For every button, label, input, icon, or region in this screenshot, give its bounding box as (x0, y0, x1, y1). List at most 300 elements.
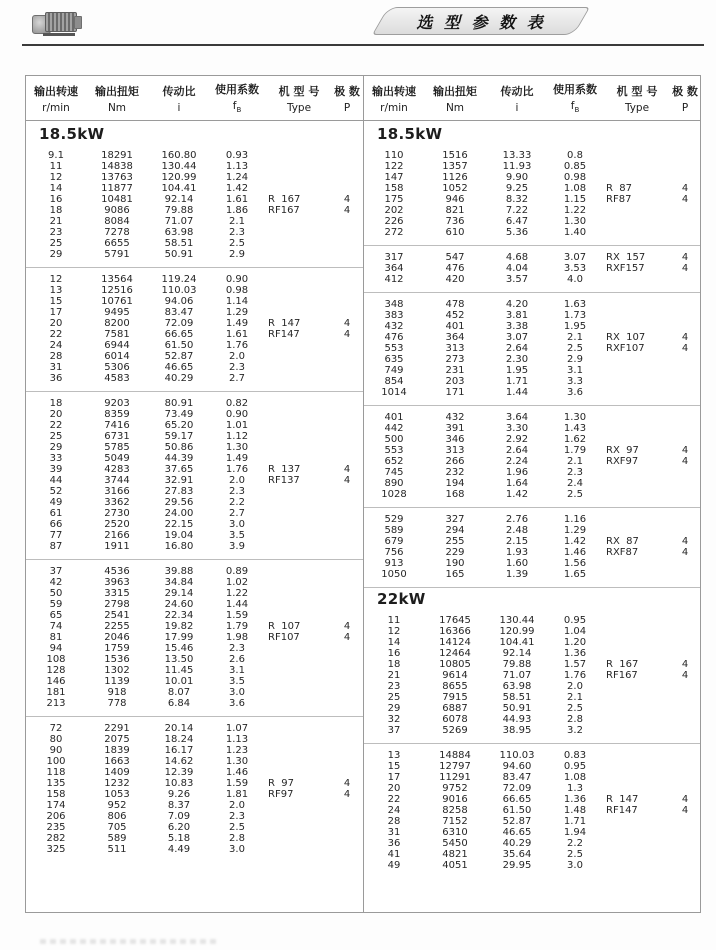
ratio-value: 73.49 (164, 409, 194, 420)
poles-value (672, 838, 698, 849)
torque-value: 10805 (439, 659, 471, 670)
table-row (26, 676, 363, 687)
model-type-value (602, 354, 672, 365)
fb-value: 4.0 (567, 274, 583, 285)
speed-value: 854 (384, 376, 404, 387)
speed-value: 213 (46, 698, 66, 709)
model-type-value (264, 274, 334, 285)
power-section-label: 22kW (377, 590, 426, 608)
speed-value: 412 (384, 274, 404, 285)
torque-value: 4583 (104, 373, 130, 384)
speed-value: 325 (46, 844, 66, 855)
table-row (26, 238, 363, 249)
table-left-half (26, 76, 363, 912)
table-row (26, 464, 363, 475)
model-type-value (264, 588, 334, 599)
speed-value: 72 (49, 723, 63, 734)
table-row (364, 536, 700, 547)
fb-value: 1.73 (563, 310, 587, 321)
ratio-value: 50.91 (164, 249, 194, 260)
table-row (26, 172, 363, 183)
ratio-value: 58.51 (164, 238, 194, 249)
poles-value: 4 (681, 456, 689, 467)
poles-value (334, 373, 360, 384)
table-row (26, 453, 363, 464)
poles-value: 4 (343, 205, 351, 216)
torque-value: 478 (445, 299, 465, 310)
speed-value: 39 (49, 464, 63, 475)
model-type-value (602, 423, 672, 434)
speed-value: 49 (387, 860, 401, 871)
poles-value (672, 205, 698, 216)
poles-value (672, 150, 698, 161)
model-type-value (264, 519, 334, 530)
ratio-value: 92.14 (164, 194, 194, 205)
table-row (364, 456, 700, 467)
speed-value: 749 (384, 365, 404, 376)
speed-value: 147 (384, 172, 404, 183)
poles-value: 4 (343, 632, 351, 643)
ratio-value: 8.37 (167, 800, 191, 811)
torque-value: 452 (445, 310, 465, 321)
ratio-value: 29.14 (164, 588, 194, 599)
col-header-ratio (486, 83, 548, 114)
col-header-torque (86, 83, 148, 114)
torque-value: 4051 (442, 860, 468, 871)
poles-value (334, 665, 360, 676)
speed-value: 317 (384, 252, 404, 263)
poles-value (672, 161, 698, 172)
col-header-unit: $f_B$ (232, 100, 242, 115)
data-block (364, 406, 700, 507)
fb-value: 0.85 (563, 161, 587, 172)
data-block (364, 144, 700, 245)
torque-value: 7278 (104, 227, 130, 238)
col-header-label: 机 型 号 (278, 84, 320, 98)
speed-value: 74 (49, 621, 63, 632)
poles-value (334, 274, 360, 285)
poles-value (672, 354, 698, 365)
col-header-label: 输出转速 (34, 84, 78, 98)
model-type-value: RXF157 (606, 263, 645, 274)
table-row (364, 194, 700, 205)
table-row (364, 725, 700, 736)
ratio-value: 39.88 (164, 566, 194, 577)
fb-value: 1.12 (225, 431, 249, 442)
fb-value: 1.71 (563, 816, 587, 827)
speed-value: 14 (49, 183, 63, 194)
poles-value (672, 387, 698, 398)
model-type-value (602, 227, 672, 238)
torque-value: 778 (107, 698, 127, 709)
fb-value: 1.43 (563, 423, 587, 434)
poles-value (672, 750, 698, 761)
torque-value: 12516 (101, 285, 133, 296)
ratio-value: 19.04 (164, 530, 194, 541)
model-type-value: RX 97 (606, 445, 639, 456)
fb-value: 2.7 (229, 508, 245, 519)
poles-value (672, 783, 698, 794)
speed-value: 13 (387, 750, 401, 761)
data-block (26, 392, 363, 559)
speed-value: 36 (387, 838, 401, 849)
model-type-value (602, 205, 672, 216)
torque-value: 4821 (442, 849, 468, 860)
col-header-unit: i (515, 101, 519, 114)
poles-value (334, 654, 360, 665)
model-type-value (264, 844, 334, 855)
model-type-value: RX 87 (606, 536, 639, 547)
speed-value: 122 (384, 161, 404, 172)
torque-value: 9016 (442, 794, 468, 805)
table-row (364, 714, 700, 725)
fb-value: 1.76 (225, 340, 249, 351)
fb-value: 3.1 (567, 365, 583, 376)
torque-value: 232 (445, 467, 465, 478)
col-header-type (264, 83, 334, 114)
fb-value: 1.95 (563, 321, 587, 332)
model-type-value (264, 577, 334, 588)
table-row (364, 354, 700, 365)
fb-value: 1.65 (563, 569, 587, 580)
fb-value: 2.5 (567, 343, 583, 354)
poles-value (672, 725, 698, 736)
model-type-value (264, 409, 334, 420)
table-body-left (26, 121, 363, 862)
speed-value: 18 (49, 398, 63, 409)
fb-value: 1.76 (563, 670, 587, 681)
table-row (26, 519, 363, 530)
ratio-value: 16.17 (164, 745, 194, 756)
torque-value: 401 (445, 321, 465, 332)
fb-value: 1.30 (563, 412, 587, 423)
speed-value: 22 (387, 794, 401, 805)
ratio-value: 2.64 (505, 445, 529, 456)
poles-value (334, 822, 360, 833)
speed-value: 94 (49, 643, 63, 654)
table-row (26, 274, 363, 285)
fb-value: 0.83 (563, 750, 587, 761)
col-header-label: 输出转速 (372, 84, 416, 98)
ratio-value: 50.91 (502, 703, 532, 714)
page-title-banner (380, 7, 582, 35)
table-row (364, 615, 700, 626)
torque-value: 589 (107, 833, 127, 844)
torque-value: 364 (445, 332, 465, 343)
speed-value: 553 (384, 343, 404, 354)
torque-value: 327 (445, 514, 465, 525)
fb-value: 2.3 (229, 362, 245, 373)
ratio-value: 1.42 (505, 489, 529, 500)
torque-value: 3362 (104, 497, 130, 508)
model-type-value (602, 761, 672, 772)
fb-value: 1.22 (563, 205, 587, 216)
col-header-unit: Nm (107, 101, 127, 114)
torque-value: 10481 (101, 194, 133, 205)
model-type-value (264, 745, 334, 756)
model-type-value (602, 615, 672, 626)
torque-value: 255 (445, 536, 465, 547)
torque-value: 1759 (104, 643, 130, 654)
table-row (26, 833, 363, 844)
speed-value: 65 (49, 610, 63, 621)
speed-value: 37 (387, 725, 401, 736)
poles-value: 4 (343, 621, 351, 632)
poles-value (672, 761, 698, 772)
poles-value (672, 172, 698, 183)
speed-value: 18 (387, 659, 401, 670)
fb-value: 1.98 (225, 632, 249, 643)
torque-value: 3315 (104, 588, 130, 599)
torque-value: 1911 (104, 541, 130, 552)
faint-cutoff-text (40, 939, 220, 944)
model-type-value (602, 816, 672, 827)
poles-value: 4 (681, 547, 689, 558)
torque-value: 6731 (104, 431, 130, 442)
fb-value: 1.81 (225, 789, 249, 800)
model-type-value (264, 296, 334, 307)
speed-value: 890 (384, 478, 404, 489)
poles-value (672, 525, 698, 536)
torque-value: 229 (445, 547, 465, 558)
torque-value: 16366 (439, 626, 471, 637)
ratio-value: 2.76 (505, 514, 529, 525)
table-row (26, 745, 363, 756)
torque-value: 4283 (104, 464, 130, 475)
motor-fins (45, 12, 77, 32)
model-type-value: R 107 (268, 621, 301, 632)
poles-value (334, 767, 360, 778)
torque-value: 13763 (101, 172, 133, 183)
table-row (364, 365, 700, 376)
ratio-value: 83.47 (164, 307, 194, 318)
poles-value: 4 (681, 670, 689, 681)
ratio-value: 40.29 (164, 373, 194, 384)
table-row (26, 566, 363, 577)
ratio-value: 8.32 (505, 194, 529, 205)
torque-value: 5450 (442, 838, 468, 849)
model-type-value: RF137 (268, 475, 300, 486)
torque-value: 18291 (101, 150, 133, 161)
speed-value: 15 (387, 761, 401, 772)
ratio-value: 19.82 (164, 621, 194, 632)
poles-value (334, 351, 360, 362)
poles-value (672, 692, 698, 703)
poles-value (334, 150, 360, 161)
ratio-value: 11.45 (164, 665, 194, 676)
poles-value (334, 698, 360, 709)
col-header-type (602, 83, 672, 114)
model-type-value (264, 811, 334, 822)
poles-value (672, 376, 698, 387)
torque-value: 10761 (101, 296, 133, 307)
ratio-value: 71.07 (502, 670, 532, 681)
speed-value: 158 (384, 183, 404, 194)
ratio-value: 11.93 (502, 161, 532, 172)
fb-value: 1.42 (563, 536, 587, 547)
torque-value: 5049 (104, 453, 130, 464)
torque-value: 14884 (439, 750, 471, 761)
torque-value: 14838 (101, 161, 133, 172)
model-type-value: RF167 (606, 670, 638, 681)
speed-value: 61 (49, 508, 63, 519)
model-type-value (264, 530, 334, 541)
table-row (26, 610, 363, 621)
ratio-value: 94.06 (164, 296, 194, 307)
ratio-value: 27.83 (164, 486, 194, 497)
model-type-value: RXF107 (606, 343, 645, 354)
fb-value: 2.3 (567, 467, 583, 478)
ratio-value: 104.41 (161, 183, 197, 194)
table-row (364, 525, 700, 536)
ratio-value: 130.44 (161, 161, 197, 172)
col-header-poles (334, 83, 360, 114)
table-row (26, 318, 363, 329)
model-type-value (264, 822, 334, 833)
ratio-value: 24.00 (164, 508, 194, 519)
fb-value: 1.30 (225, 442, 249, 453)
col-header-poles (672, 83, 698, 114)
col-header-speed (26, 83, 86, 114)
ratio-value: 38.95 (502, 725, 532, 736)
torque-value: 6310 (442, 827, 468, 838)
model-type-value (264, 734, 334, 745)
speed-value: 442 (384, 423, 404, 434)
ratio-value: 2.48 (505, 525, 529, 536)
torque-value: 2046 (104, 632, 130, 643)
fb-value: 1.46 (563, 547, 587, 558)
speed-value: 100 (46, 756, 66, 767)
poles-value (334, 497, 360, 508)
model-type-value (602, 558, 672, 569)
poles-value (672, 478, 698, 489)
poles-value (334, 172, 360, 183)
gear-motor-photo (32, 7, 82, 37)
ratio-value: 1.60 (505, 558, 529, 569)
ratio-value: 13.33 (502, 150, 532, 161)
ratio-value: 72.09 (164, 318, 194, 329)
table-row (364, 569, 700, 580)
torque-value: 3166 (104, 486, 130, 497)
table-row (364, 860, 700, 871)
torque-value: 7915 (442, 692, 468, 703)
table-row (26, 486, 363, 497)
model-type-value (264, 800, 334, 811)
speed-value: 110 (384, 150, 404, 161)
ratio-value: 66.65 (502, 794, 532, 805)
torque-value: 273 (445, 354, 465, 365)
ratio-value: 63.98 (164, 227, 194, 238)
ratio-value: 80.91 (164, 398, 194, 409)
torque-value: 231 (445, 365, 465, 376)
model-type-value (602, 274, 672, 285)
table-row (364, 423, 700, 434)
model-type-value (602, 703, 672, 714)
fb-value: 2.3 (229, 811, 245, 822)
poles-value (334, 530, 360, 541)
fb-value: 3.2 (567, 725, 583, 736)
table-row (364, 783, 700, 794)
poles-value (334, 811, 360, 822)
fb-value: 2.1 (567, 456, 583, 467)
table-row (364, 849, 700, 860)
model-type-value (264, 453, 334, 464)
fb-value: 2.5 (567, 703, 583, 714)
model-type-value (602, 626, 672, 637)
table-row (364, 772, 700, 783)
fb-value: 2.0 (229, 800, 245, 811)
torque-value: 476 (445, 263, 465, 274)
power-section-label: 18.5kW (377, 125, 443, 143)
ratio-value: 15.46 (164, 643, 194, 654)
ratio-value: 4.49 (167, 844, 191, 855)
fb-value: 1.61 (225, 329, 249, 340)
fb-value: 1.76 (225, 464, 249, 475)
poles-value (334, 486, 360, 497)
speed-value: 432 (384, 321, 404, 332)
poles-value (672, 467, 698, 478)
speed-value: 174 (46, 800, 66, 811)
fb-value: 1.13 (225, 734, 249, 745)
poles-value (672, 299, 698, 310)
ratio-value: 9.26 (167, 789, 191, 800)
motor-base (43, 33, 75, 36)
table-row (364, 681, 700, 692)
speed-value: 202 (384, 205, 404, 216)
speed-value: 128 (46, 665, 66, 676)
col-header-label: 极 数 (672, 84, 698, 98)
table-row (26, 227, 363, 238)
poles-value (334, 577, 360, 588)
torque-value: 11291 (439, 772, 471, 783)
model-type-value (264, 508, 334, 519)
model-type-value (602, 467, 672, 478)
model-type-value (264, 398, 334, 409)
table-row (26, 249, 363, 260)
ratio-value: 9.25 (505, 183, 529, 194)
fb-value: 2.1 (567, 692, 583, 703)
poles-value (334, 398, 360, 409)
poles-value (672, 703, 698, 714)
table-row (364, 299, 700, 310)
table-row (364, 434, 700, 445)
ratio-value: 130.44 (499, 615, 535, 626)
poles-value (334, 833, 360, 844)
model-type-value (602, 860, 672, 871)
table-row (364, 216, 700, 227)
model-type-value (264, 340, 334, 351)
table-row (26, 789, 363, 800)
table-row (26, 800, 363, 811)
torque-value: 346 (445, 434, 465, 445)
model-type-value (602, 750, 672, 761)
table-row (364, 343, 700, 354)
speed-value: 745 (384, 467, 404, 478)
torque-value: 391 (445, 423, 465, 434)
table-row (364, 227, 700, 238)
model-type-value (264, 183, 334, 194)
speed-value: 16 (387, 648, 401, 659)
torque-value: 806 (107, 811, 127, 822)
poles-value (334, 745, 360, 756)
table-row (26, 599, 363, 610)
poles-value: 4 (681, 263, 689, 274)
poles-value: 4 (681, 536, 689, 547)
fb-value: 2.3 (229, 486, 245, 497)
poles-value (672, 310, 698, 321)
table-row (26, 621, 363, 632)
speed-value: 118 (46, 767, 66, 778)
